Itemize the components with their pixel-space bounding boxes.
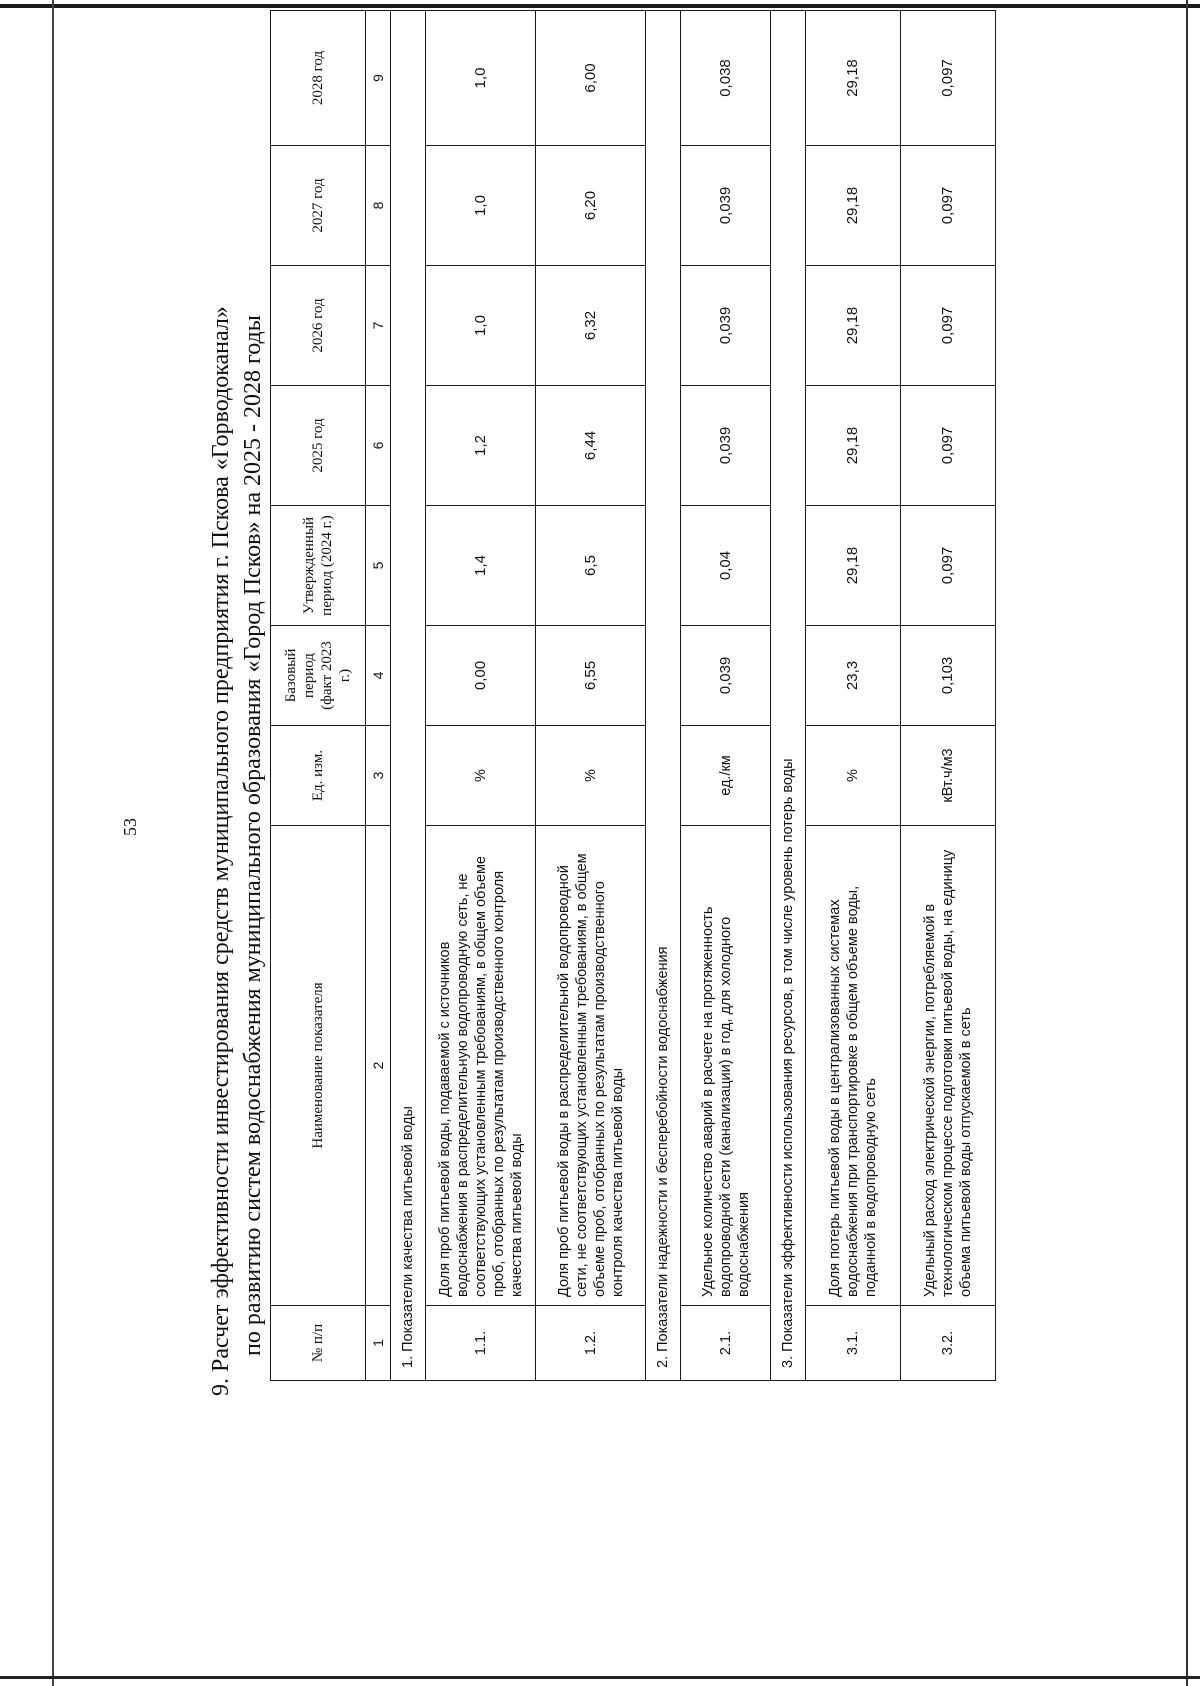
row-value: 0,039 [681,146,771,266]
header-row [271,11,366,1381]
row-value: 29,18 [806,386,901,506]
row-number: 3.1. [806,1306,901,1381]
header-index-row [366,11,391,1381]
header-cell: Базовый период (факт 2023 г.) [271,626,366,726]
section-title: 2. Показатели надежности и бесперебойности водоснабжения [646,11,681,1381]
row-value: 0,097 [901,11,996,146]
row-value: 29,18 [806,11,901,146]
row-value: 23,3 [806,626,901,726]
scan-edge-bottom [0,1676,1200,1679]
table-row [426,11,536,1381]
index-cell: 5 [366,506,391,626]
row-value: 0,04 [681,506,771,626]
rotated-page [30,16,1190,1656]
scan-edge-top [0,4,1200,8]
row-value: 6,55 [536,626,646,726]
page-number: 53 [120,818,140,836]
row-name: Удельный расход электрической энергии, потребляемой в технологическом процессе подготовки питьевой воды, на единицу объема питьевой воды отпускаемой в сеть [901,826,996,1306]
row-value: 6,44 [536,386,646,506]
row-value: 0,097 [901,506,996,626]
index-cell: 1 [366,1306,391,1381]
row-name: Доля проб питьевой воды в распределительной водопроводной сети, не соответствующих установленным требованиям, в общем объеме проб, отобранных по результатам производственного контроля качества питьевой воды [536,826,646,1306]
header-cell: 2027 год [271,146,366,266]
header-cell: 2025 год [271,386,366,506]
row-value: 29,18 [806,266,901,386]
index-cell: 6 [366,386,391,506]
header-cell: 2028 год [271,11,366,146]
row-value: 6,5 [536,506,646,626]
row-value: 1,4 [426,506,536,626]
row-name: Доля потерь питьевой воды в централизованных системах водоснабжения при транспортировке в общем объеме воды, поданной в водопроводную сеть [806,826,901,1306]
index-cell: 3 [366,726,391,826]
row-unit: % [806,726,901,826]
row-value: 1,0 [426,146,536,266]
section-title: 3. Показатели эффективности использования ресурсов, в том числе уровень потерь воды [771,11,806,1381]
row-value: 1,0 [426,11,536,146]
title-line-2: по развитию систем водоснабжения муниципального образования «Город Псков» на 2025 - 2028 годы [240,315,266,1356]
row-value: 6,20 [536,146,646,266]
row-number: 1.2. [536,1306,646,1381]
header-cell: № п/п [271,1306,366,1381]
index-cell: 8 [366,146,391,266]
table-row [806,11,901,1381]
row-value: 0,103 [901,626,996,726]
row-number: 2.1. [681,1306,771,1381]
index-cell: 7 [366,266,391,386]
header-cell: Утвержденный период (2024 г.) [271,506,366,626]
row-name: Удельное количество аварий в расчете на протяженность водопроводной сети (канализации) в год, для холодного водоснабжения [681,826,771,1306]
row-value: 0,039 [681,386,771,506]
row-value: 0,00 [426,626,536,726]
row-value: 1,2 [426,386,536,506]
table-row [901,11,996,1381]
row-value: 6,00 [536,11,646,146]
row-value: 29,18 [806,146,901,266]
row-number: 3.2. [901,1306,996,1381]
row-unit: % [426,726,536,826]
row-number: 1.1. [426,1306,536,1381]
index-cell: 2 [366,826,391,1306]
row-unit: % [536,726,646,826]
row-name: Доля проб питьевой воды, подаваемой с источников водоснабжения в распределительную водопроводную сеть, не соответствующих установленным требованиям, в общем объеме проб, отобранных по результатам производственного контроля качества питьевой воды [426,826,536,1306]
row-value: 0,097 [901,146,996,266]
row-value: 0,097 [901,386,996,506]
header-cell: Ед. изм. [271,726,366,826]
table-row [681,11,771,1381]
header-cell: Наименование показателя [271,826,366,1306]
header-cell: 2026 год [271,266,366,386]
row-unit: ед./км [681,726,771,826]
table-row [536,11,646,1381]
section-row [646,11,681,1381]
row-value: 6,32 [536,266,646,386]
section-row [391,11,426,1381]
indicators-table [270,10,996,1381]
row-value: 0,039 [681,626,771,726]
index-cell: 9 [366,11,391,146]
title-line-1: 9. Расчет эффективности инвестирования средств муниципального предприятия г. Пскова «Горводоканал» [208,306,234,1396]
page-title [205,156,269,1396]
row-value: 0,039 [681,266,771,386]
section-title: 1. Показатели качества питьевой воды [391,11,426,1381]
row-unit: кВт.ч/м3 [901,726,996,826]
row-value: 1,0 [426,266,536,386]
row-value: 29,18 [806,506,901,626]
index-cell: 4 [366,626,391,726]
row-value: 0,038 [681,11,771,146]
row-value: 0,097 [901,266,996,386]
section-row [771,11,806,1381]
